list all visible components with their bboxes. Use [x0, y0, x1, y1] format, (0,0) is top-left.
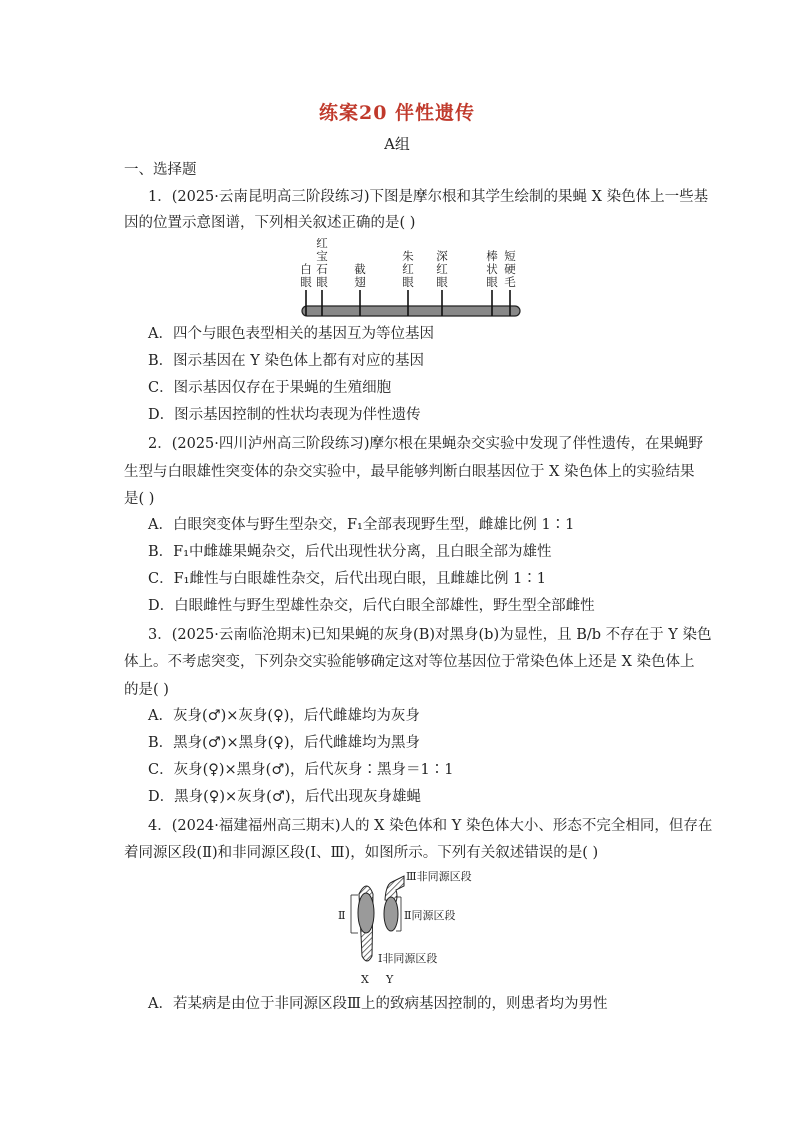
gene-label-char: 眼: [436, 275, 448, 289]
gene-label-char: 红: [316, 238, 328, 250]
gene-label-char: 深: [436, 249, 448, 263]
q1-stem-line1: 1．(2025·云南昆明高三阶段练习)下图是摩尔根和其学生绘制的果蝇 X 染色体上一些基: [148, 189, 709, 205]
q1-stem-line2: 因的位置示意图谱，下列相关叙述正确的是( ): [124, 215, 416, 231]
q2-stem-line3: 是( ): [124, 491, 155, 507]
q2-option-d[interactable]: D．白眼雌性与野生型雄性杂交，后代白眼全部雄性，野生型全部雌性: [148, 598, 595, 614]
q3-stem-line2: 体上。不考虑突变，下列杂交实验能够确定这对等位基因位于常染色体上还是 X 染色体上: [124, 654, 695, 670]
gene-label-char: 眼: [402, 275, 414, 289]
q3-option-c[interactable]: C．灰身(♀)×黑身(♂)，后代灰身∶黑身＝1∶1: [148, 762, 454, 778]
gene-label-char: 硬: [504, 262, 516, 276]
x-homologous-segment: [358, 893, 374, 933]
q4-option-a[interactable]: A．若某病是由位于非同源区段Ⅲ上的致病基因控制的，则患者均为男性: [148, 996, 608, 1012]
gene-label-char: 毛: [504, 275, 516, 289]
page-title: 练案20 伴性遗传: [318, 102, 476, 124]
label-II-left: Ⅱ: [338, 909, 346, 922]
q1-option-c[interactable]: C．图示基因仅存在于果蝇的生殖细胞: [148, 380, 392, 396]
xy-chromosome-figure: [330, 866, 480, 988]
q1-option-d[interactable]: D．图示基因控制的性状均表现为伴性遗传: [148, 407, 421, 423]
q3-stem-line1: 3．(2025·云南临沧期末)已知果蝇的灰身(B)对黑身(b)为显性，且 B/b 不存在于 Y 染色: [148, 627, 712, 643]
q1-option-b[interactable]: B．图示基因在 Y 染色体上都有对应的基因: [148, 353, 424, 369]
gene-label-char: 宝: [316, 249, 328, 263]
gene-label-char: 截: [354, 262, 366, 276]
q3-option-a[interactable]: A．灰身(♂)×灰身(♀)，后代雌雄均为灰身: [148, 708, 420, 724]
label-x: X: [361, 973, 369, 986]
gene-label-char: 短: [504, 249, 516, 263]
label-II-right: Ⅱ同源区段: [404, 909, 456, 922]
gene-label-char: 眼: [486, 275, 498, 289]
q3-option-b[interactable]: B．黑身(♂)×黑身(♀)，后代雌雄均为黑身: [148, 735, 421, 751]
gene-label-char: 状: [486, 262, 498, 276]
group-label: A组: [384, 135, 410, 153]
q3-stem-line3: 的是( ): [124, 682, 169, 698]
q2-stem-line1: 2．(2025·四川泸州高三阶段练习)摩尔根在果蝇杂交实验中发现了伴性遗传，在果蝇野: [148, 436, 704, 452]
gene-label-char: 红: [436, 262, 448, 276]
q2-option-c[interactable]: C．F₁雌性与白眼雄性杂交，后代出现白眼，且雌雄比例 1∶1: [148, 571, 547, 587]
q2-stem-line2: 生型与白眼雄性突变体的杂交实验中，最早能够判断白眼基因位于 X 染色体上的实验结果: [124, 464, 695, 480]
label-y: Y: [386, 973, 394, 986]
q4-stem-line2: 着同源区段(Ⅱ)和非同源区段(Ⅰ、Ⅲ)，如图所示。下列有关叙述错误的是( ): [124, 845, 599, 861]
section-heading: 一、选择题: [124, 162, 197, 178]
x-chromosome-bar: [302, 306, 520, 316]
chromosome-map-figure: [290, 238, 530, 320]
gene-label-char: 白: [300, 262, 312, 276]
gene-label-char: 红: [402, 262, 414, 276]
y-homologous-segment: [384, 897, 398, 931]
label-I: Ⅰ非同源区段: [378, 952, 438, 965]
q3-option-d[interactable]: D．黑身(♀)×灰身(♂)，后代出现灰身雄蝇: [148, 789, 421, 805]
gene-label-char: 眼: [316, 275, 328, 289]
q2-option-b[interactable]: B．F₁中雌雄果蝇杂交，后代出现性状分离，且白眼全部为雄性: [148, 544, 552, 560]
q2-option-a[interactable]: A．白眼突变体与野生型杂交，F₁全部表现野生型，雌雄比例 1∶1: [148, 517, 575, 533]
label-III: Ⅲ非同源区段: [406, 870, 472, 883]
q1-option-a[interactable]: A．四个与眼色表型相关的基因互为等位基因: [148, 326, 434, 342]
gene-label-char: 石: [316, 262, 328, 276]
q4-stem-line1: 4．(2024·福建福州高三期末)人的 X 染色体和 Y 染色体大小、形态不完全相同，但存在: [148, 818, 713, 834]
gene-label-char: 眼: [300, 275, 312, 289]
gene-label-char: 棒: [486, 249, 498, 263]
gene-label-char: 朱: [402, 249, 414, 263]
gene-label-char: 翅: [354, 275, 366, 289]
